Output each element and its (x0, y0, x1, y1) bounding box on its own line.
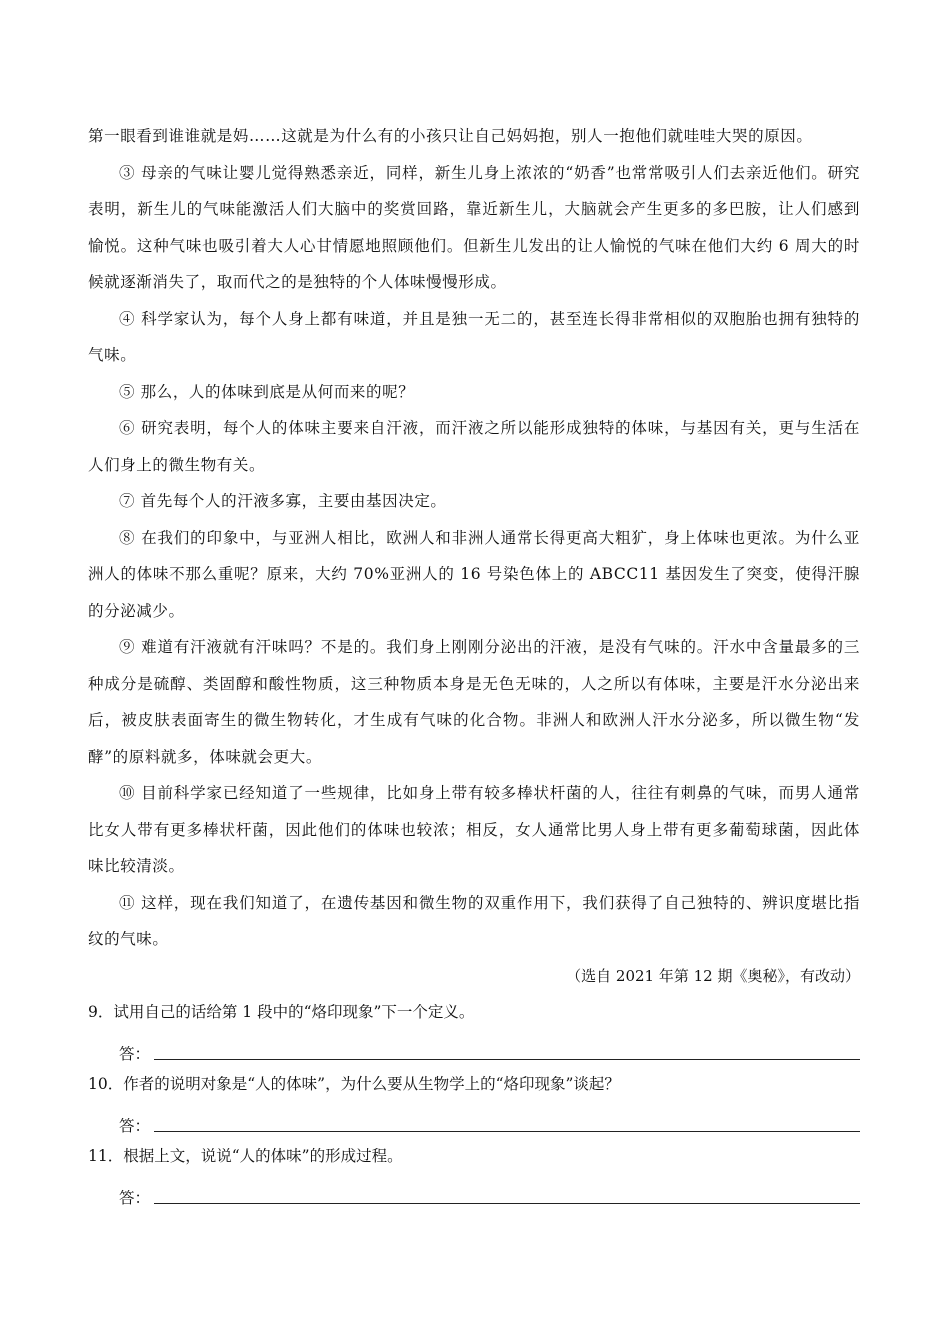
question-text: 9．试用自己的话给第 1 段中的“烙印现象”下一个定义。 (88, 1002, 475, 1021)
question-9 (88, 994, 860, 1066)
answer-label: 答： (119, 1044, 151, 1063)
answer-label: 答： (119, 1188, 151, 1207)
answer-line[interactable] (154, 1037, 860, 1060)
paragraph-7: ⑦ 首先每个人的汗液多寡，主要由基因决定。 (119, 492, 447, 510)
question-10 (88, 1066, 860, 1138)
answer-row (88, 1030, 860, 1066)
paragraph-8: ⑧ 在我们的印象中，与亚洲人相比，欧洲人和非洲人通常长得更高大粗犷，身上体味也更浓。为什么亚洲人的体味不那么重呢？原来，大约 70%亚洲人的 16 号染色体上的 ABCC11 基因发生了突变，使得汗腺的分泌减少。 (88, 528, 860, 620)
paragraph-9: ⑨ 难道有汗液就有汗味吗？不是的。我们身上刚刚分泌出的汗液，是没有气味的。汗水中含量最多的三种成分是硫醇、类固醇和酸性物质，这三种物质本身是无色无味的，人之所以有体味，主要是汗水分泌出来后，被皮肤表面寄生的微生物转化，才生成有气味的化合物。非洲人和欧洲人汗水分泌多，所以微生物“发酵”的原料就多，体味就会更大。 (88, 638, 860, 766)
answer-label: 答： (119, 1116, 151, 1135)
paragraph-4: ④ 科学家认为，每个人身上都有味道，并且是独一无二的，甚至连长得非常相似的双胞胎也拥有独特的气味。 (88, 309, 860, 364)
question-text: 10．作者的说明对象是“人的体味”，为什么要从生物学上的“烙印现象”谈起？ (88, 1074, 620, 1093)
paragraph-5: ⑤ 那么，人的体味到底是从何而来的呢？ (119, 382, 415, 401)
answer-line[interactable] (154, 1109, 860, 1132)
paragraph-10: ⑩ 目前科学家已经知道了一些规律，比如身上带有较多棒状杆菌的人，往往有刺鼻的气味，而男人通常比女人带有更多棒状杆菌，因此他们的体味也较浓；相反，女人通常比男人身上带有更多葡萄球菌，因此体味比较清淡。 (88, 784, 860, 875)
document-page (88, 118, 860, 1210)
question-text: 11．根据上文，说说“人的体味”的形成过程。 (88, 1146, 403, 1165)
source-citation: （选自 2021 年第 12 期《奥秘》，有改动） (566, 966, 860, 985)
answer-line[interactable] (154, 1181, 860, 1204)
paragraph-6: ⑥ 研究表明，每个人的体味主要来自汗液，而汗液之所以能形成独特的体味，与基因有关，更与生活在人们身上的微生物有关。 (88, 419, 860, 474)
paragraph-continued: 第一眼看到谁谁就是妈……这就是为什么有的小孩只让自己妈妈抱，别人一抱他们就哇哇大哭的原因。 (88, 127, 813, 145)
question-11 (88, 1138, 860, 1210)
answer-row (88, 1102, 860, 1138)
paragraph-3: ③ 母亲的气味让婴儿觉得熟悉亲近，同样，新生儿身上浓浓的“奶香”也常常吸引人们去亲近他们。研究表明，新生儿的气味能激活人们大脑中的奖赏回路，靠近新生儿，大脑就会产生更多的多巴胺，让人们感到愉悦。这种气味也吸引着大人心甘情愿地照顾他们。但新生儿发出的让人愉悦的气味在他们大约 6 周大的时候就逐渐消失了，取而代之的是独特的个人体味慢慢形成。 (88, 163, 860, 291)
answer-row (88, 1174, 860, 1210)
paragraph-11: ⑪ 这样，现在我们知道了，在遗传基因和微生物的双重作用下，我们获得了自己独特的、辨识度堪比指纹的气味。 (88, 893, 860, 948)
